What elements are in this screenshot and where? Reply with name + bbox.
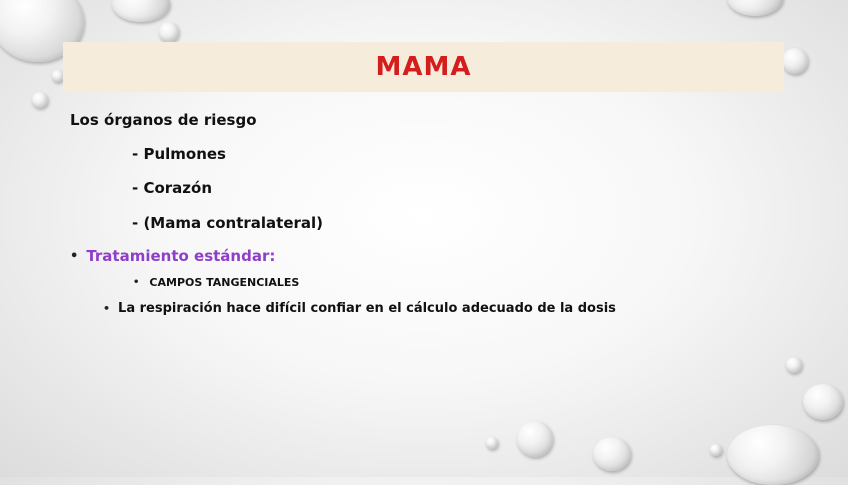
treatment-item: CAMPOS TANGENCIALES <box>149 276 300 289</box>
water-drop-decoration <box>486 437 498 449</box>
water-drop-decoration <box>159 22 179 42</box>
title-banner <box>63 42 784 92</box>
organ-item: - Corazón <box>132 179 212 197</box>
water-drop-decoration <box>112 0 170 22</box>
water-drop-decoration <box>782 48 808 74</box>
treatment-heading: Tratamiento estándar: <box>86 247 276 265</box>
bullet-icon: • <box>70 248 79 264</box>
water-drop-decoration <box>593 437 631 471</box>
water-drop-decoration <box>803 384 843 420</box>
bullet-icon: • <box>133 277 140 288</box>
organs-heading: Los órganos de riesgo <box>70 111 257 129</box>
breathing-note: La respiración hace difícil confiar en el cálculo adecuado de la dosis <box>118 301 616 316</box>
bullet-icon: • <box>103 302 111 315</box>
water-drop-decoration <box>786 357 802 373</box>
organ-item: - (Mama contralateral) <box>132 214 324 232</box>
water-drop-decoration <box>517 421 553 457</box>
water-drop-decoration <box>727 425 819 485</box>
water-drop-decoration <box>32 92 48 108</box>
slide-title: MAMA <box>375 52 472 82</box>
treatment-item-bullet <box>133 276 299 289</box>
treatment-bullet <box>70 247 275 265</box>
note-bullet <box>103 301 616 316</box>
organ-item: - Pulmones <box>132 145 226 163</box>
water-drop-decoration <box>710 444 722 456</box>
water-drop-decoration <box>727 0 783 16</box>
